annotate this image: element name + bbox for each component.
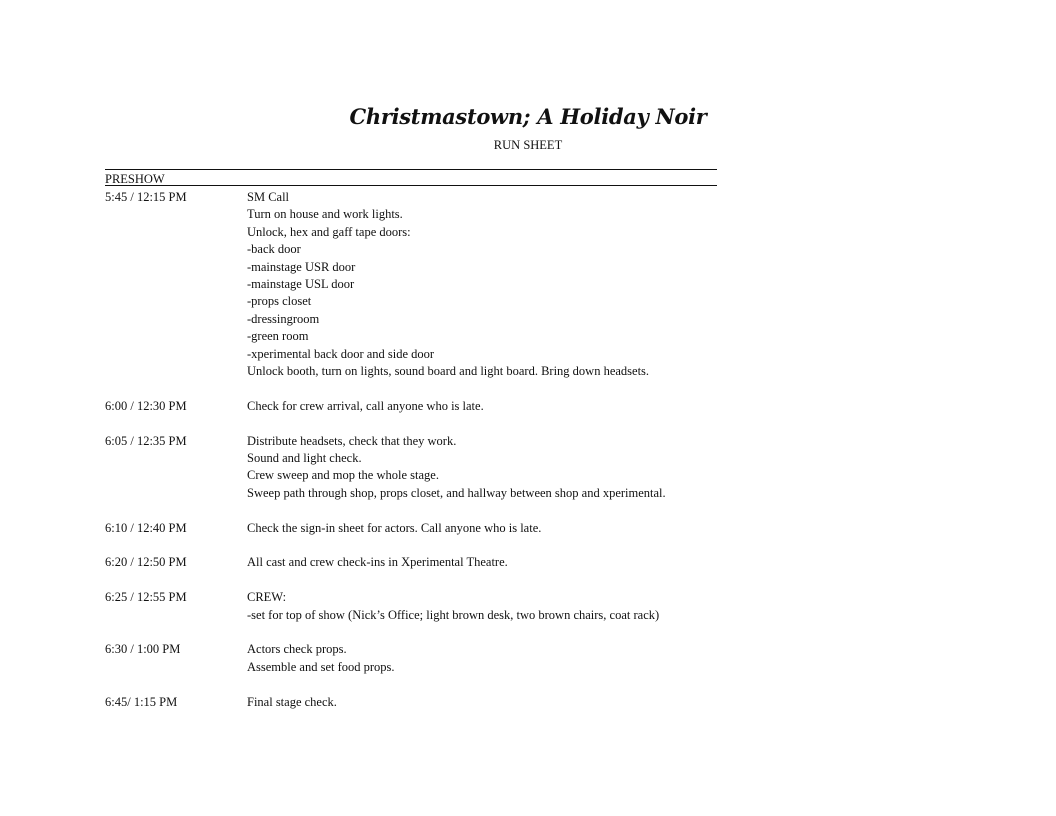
entry-time: 5:45 / 12:15 PM (105, 190, 187, 204)
run-sheet-entry (105, 398, 717, 415)
entry-description (247, 694, 717, 711)
entry-description (247, 189, 717, 380)
entry-line: SM Call (247, 190, 290, 204)
section-top-rule (105, 169, 717, 170)
page-title: Christmastown; A Holiday Noir (349, 104, 707, 129)
entry-line: Actors check props. (247, 642, 347, 657)
entry-line: -green room (247, 329, 309, 344)
entry-time: 6:45/ 1:15 PM (105, 694, 178, 709)
entry-line: All cast and crew check-ins in Xperimental Theatre. (247, 555, 508, 570)
entry-time: 6:20 / 12:50 PM (105, 555, 187, 570)
entry-line: -props closet (247, 294, 312, 309)
entry-line: Turn on house and work lights. (247, 207, 403, 222)
entry-line: -set for top of show (Nick’s Office; light brown desk, two brown chairs, coat rack) (247, 607, 660, 622)
entry-description (247, 554, 717, 571)
entry-line: Crew sweep and mop the whole stage. (247, 468, 439, 483)
entry-time: 6:25 / 12:55 PM (105, 590, 187, 605)
entry-line: Assemble and set food props. (247, 659, 395, 674)
page-subtitle: RUN SHEET (493, 138, 563, 152)
entry-description (247, 589, 717, 624)
run-sheet-entry (105, 189, 717, 380)
entry-line: CREW: (247, 590, 287, 605)
entry-line: Final stage check. (247, 694, 337, 709)
entry-time: 6:30 / 1:00 PM (105, 642, 181, 657)
entry-description (247, 520, 717, 537)
entry-line: Sweep path through shop, props closet, and hallway between shop and xperimental. (247, 485, 666, 500)
entry-line: Check for crew arrival, call anyone who is late. (247, 398, 484, 413)
entry-line: Unlock, hex and gaff tape doors: (247, 224, 411, 239)
entry-line: Distribute headsets, check that they work. (247, 433, 457, 448)
run-sheet-entry (105, 554, 717, 571)
entry-line: -dressingroom (247, 311, 320, 326)
entry-description (247, 398, 717, 415)
entry-line: -back door (247, 242, 301, 257)
entry-time: 6:05 / 12:35 PM (105, 433, 187, 448)
entry-line: Check the sign-in sheet for actors. Call anyone who is late. (247, 520, 542, 535)
entry-line: -mainstage USL door (247, 277, 355, 292)
run-sheet-entry (105, 641, 717, 676)
run-sheet-entry (105, 520, 717, 537)
entry-description (247, 433, 717, 503)
entry-description (247, 641, 717, 676)
entry-line: Unlock booth, turn on lights, sound board and light board. Bring down headsets. (247, 364, 650, 379)
entry-line: -mainstage USR door (247, 259, 356, 274)
entry-line: Sound and light check. (247, 451, 362, 466)
entry-line: -xperimental back door and side door (247, 346, 435, 361)
section-bottom-rule (105, 185, 717, 186)
entry-time: 6:10 / 12:40 PM (105, 520, 187, 535)
run-sheet-entry (105, 433, 717, 503)
run-sheet-entries (105, 189, 717, 728)
run-sheet-entry (105, 589, 717, 624)
entry-time: 6:00 / 12:30 PM (105, 398, 187, 413)
run-sheet-entry (105, 694, 717, 711)
section-label: PRESHOW (105, 172, 165, 186)
